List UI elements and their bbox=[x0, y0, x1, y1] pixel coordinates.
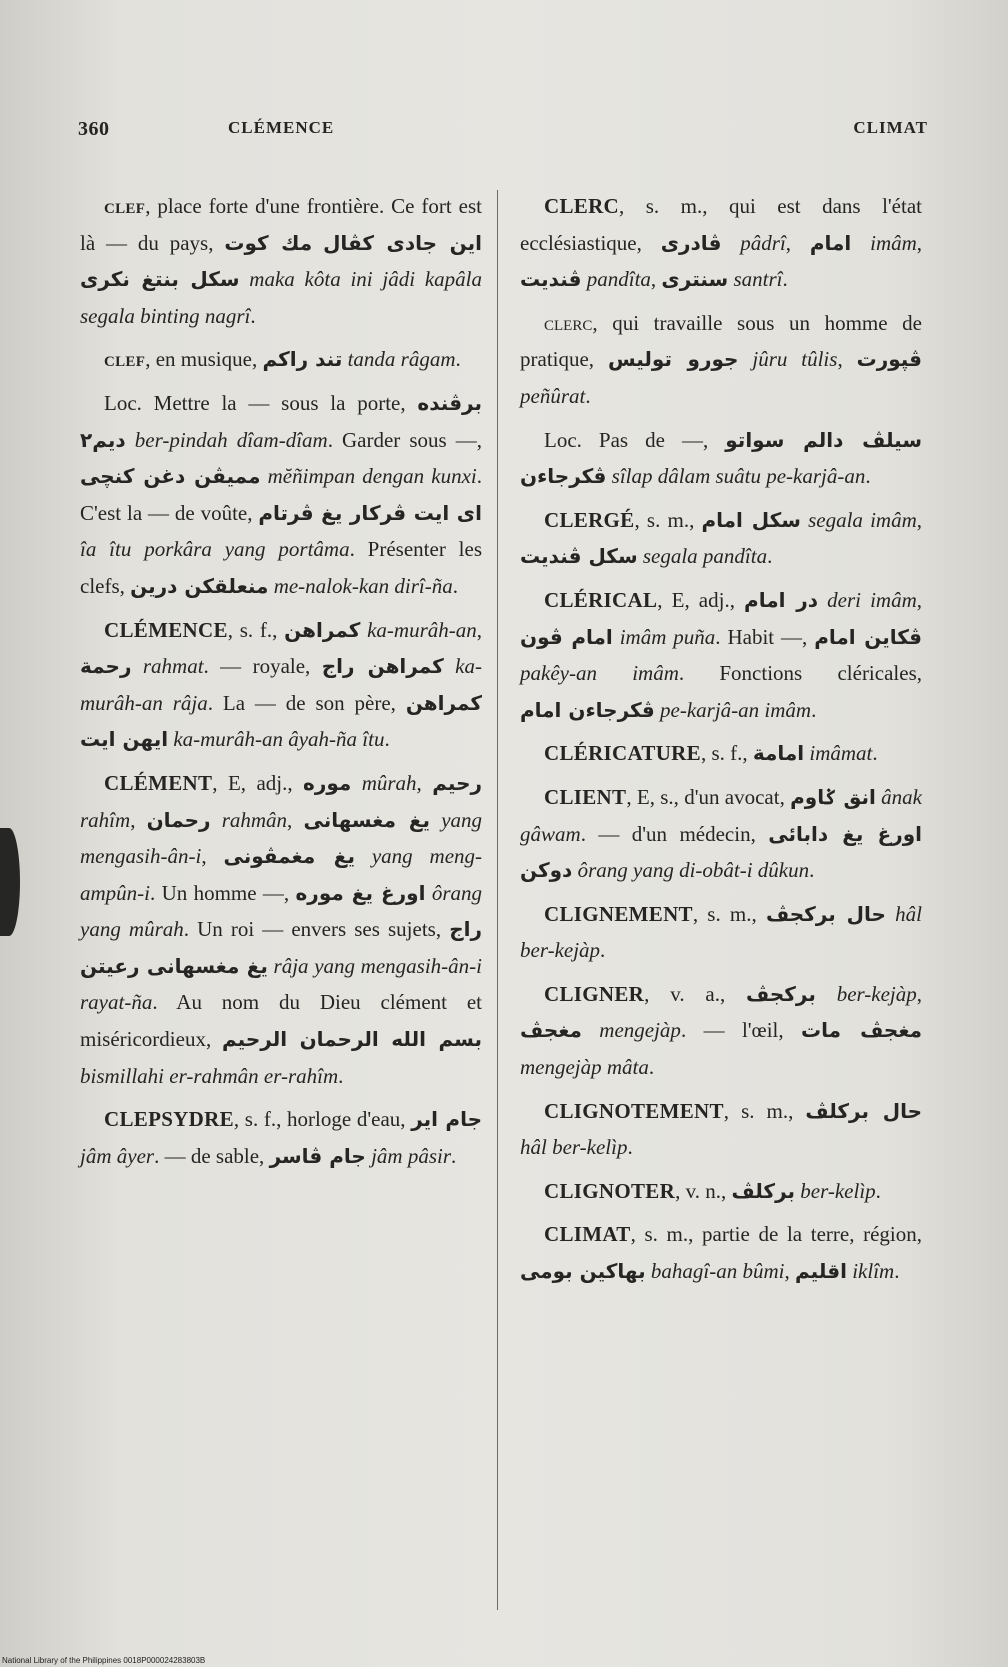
entry-text: , bbox=[916, 981, 922, 1006]
entry-text bbox=[444, 654, 455, 678]
headword: clerc bbox=[544, 310, 593, 335]
transliteration: mûrah bbox=[361, 770, 417, 795]
entry-text: , s. m., partie de la terre, région, bbox=[630, 1222, 922, 1247]
dictionary-entry bbox=[80, 188, 482, 334]
jawi-script: جام ڤاسر bbox=[269, 1143, 366, 1168]
entry-text: . bbox=[894, 1259, 900, 1284]
entry-text: . — d'un médecin, bbox=[580, 821, 769, 846]
jawi-script: راج يغ مغسهانى رعيتن bbox=[80, 917, 482, 978]
transliteration: segala pandîta bbox=[642, 544, 768, 569]
transliteration: râja yang mengasih-ân-i rayat-ña bbox=[80, 953, 482, 1015]
jawi-script: حال بركجڤ bbox=[765, 901, 886, 926]
entry-text: . Au nom du Dieu clément et miséricordieux, bbox=[80, 990, 482, 1052]
jawi-script: در امام bbox=[744, 587, 819, 612]
jawi-script: سيلڤ دالم سواتو ڤكرجاءن bbox=[520, 427, 922, 489]
transliteration: jâm pâsir bbox=[371, 1143, 452, 1168]
jawi-script: ڤنديت bbox=[520, 267, 582, 292]
ink-blot-scan-artifact bbox=[0, 828, 20, 936]
jawi-script: كمراهن bbox=[284, 617, 361, 642]
entry-text: , bbox=[916, 230, 923, 255]
transliteration: ka-murâh-an bbox=[367, 617, 477, 642]
dictionary-entry bbox=[520, 305, 922, 415]
left-column bbox=[80, 188, 482, 1181]
dictionary-entry bbox=[520, 976, 922, 1086]
transliteration: imâm puña bbox=[619, 624, 716, 649]
jawi-script: اين جادى كڤال سكل بنتغ نكرى bbox=[80, 230, 482, 292]
entry-text: . bbox=[600, 938, 606, 963]
entry-text: , s. f., horloge d'eau, bbox=[233, 1107, 412, 1132]
entry-text: . bbox=[451, 1143, 457, 1168]
entry-text: . bbox=[767, 544, 773, 569]
entry-text: . bbox=[648, 1055, 655, 1080]
transliteration: ka-murâh-an âyah-ña îtu bbox=[173, 727, 385, 752]
headword: CLIENT bbox=[544, 784, 627, 809]
entry-text bbox=[818, 588, 827, 612]
headword: CLÉMENT bbox=[104, 770, 213, 795]
transliteration: me-nalok-kan dirî-ña bbox=[273, 573, 453, 598]
transliteration: pâdrî bbox=[740, 230, 786, 255]
entry-text: . bbox=[455, 347, 461, 372]
jawi-script: مغجڤ bbox=[520, 1018, 582, 1043]
entry-text: . bbox=[809, 858, 815, 883]
jawi-script: برڤنده ديم٢ bbox=[80, 390, 482, 452]
dictionary-entry bbox=[520, 1173, 922, 1210]
entry-text bbox=[886, 902, 895, 926]
jawi-script: امام ڤون bbox=[520, 624, 613, 649]
transliteration: jâm âyer bbox=[80, 1143, 155, 1168]
right-guide-word: CLIMAT bbox=[853, 118, 928, 137]
entry-text: , v. n., bbox=[675, 1178, 732, 1203]
headword: CLÉMENCE bbox=[104, 617, 228, 642]
entry-text: . — de sable, bbox=[154, 1143, 270, 1168]
entry-text bbox=[430, 808, 441, 832]
entry-text: . — royale, bbox=[203, 654, 322, 679]
headword: CLERC bbox=[544, 194, 620, 218]
entry-text: , s. m., bbox=[692, 901, 766, 926]
jawi-script: رحمان bbox=[146, 807, 211, 832]
entry-text: , s. f., bbox=[227, 617, 285, 642]
entry-text: . C'est la — de voûte, bbox=[80, 464, 482, 525]
dictionary-entry bbox=[520, 779, 922, 889]
transliteration: rahîm bbox=[80, 807, 131, 832]
right-column bbox=[520, 188, 922, 1297]
transliteration: yang meng-ampûn-i bbox=[80, 844, 483, 905]
entry-text: , E, adj., bbox=[657, 587, 745, 612]
jawi-script: جام اير bbox=[411, 1107, 482, 1132]
jawi-script: بهاكين بومى bbox=[520, 1259, 646, 1284]
transliteration: iklîm bbox=[852, 1259, 895, 1284]
transliteration: tanda râgam bbox=[347, 347, 456, 372]
transliteration: pandîta bbox=[586, 267, 651, 292]
transliteration: mĕñimpan dengan kunxi bbox=[267, 464, 477, 489]
jawi-script: اقليم bbox=[794, 1259, 847, 1284]
dictionary-entry bbox=[520, 502, 922, 575]
entry-text: . bbox=[782, 267, 788, 292]
transliteration: santrî bbox=[733, 267, 783, 292]
entry-text: . bbox=[384, 727, 390, 752]
headword: CLÉRICATURE bbox=[544, 741, 701, 766]
entry-text bbox=[851, 231, 870, 255]
entry-text: . Un homme —, bbox=[150, 880, 296, 905]
entry-text: . La — de son père, bbox=[207, 690, 406, 715]
entry-text: , bbox=[916, 507, 922, 532]
entry-text bbox=[613, 625, 620, 649]
transliteration: ôrang yang di-obât-i dûkun bbox=[577, 858, 810, 883]
transliteration: sîlap dâlam suâtu pe-karjâ-an bbox=[611, 464, 866, 489]
headword: CLIGNEMENT bbox=[544, 901, 693, 926]
entry-text: , s. m., bbox=[634, 507, 702, 532]
entry-text: . Fonctions cléricales, bbox=[678, 661, 922, 686]
entry-text bbox=[816, 982, 837, 1006]
entry-text: . bbox=[452, 573, 458, 598]
jawi-script: اورغ يغ موره bbox=[295, 880, 426, 905]
entry-text bbox=[312, 231, 323, 255]
entry-text bbox=[260, 464, 267, 488]
transliteration: ôrang yang mûrah bbox=[80, 880, 483, 942]
dictionary-entry bbox=[80, 1101, 482, 1174]
transliteration: rahmat bbox=[142, 654, 204, 679]
headword: clef bbox=[104, 194, 146, 218]
transliteration: ber-kejàp bbox=[836, 981, 917, 1006]
entry-text: , E, adj., bbox=[212, 770, 304, 795]
transliteration: mengejàp mâta bbox=[520, 1055, 649, 1080]
transliteration: ânak gâwam bbox=[520, 784, 922, 846]
dictionary-entry bbox=[520, 582, 922, 728]
entry-text: , en musique, bbox=[145, 347, 263, 372]
entry-text: . bbox=[585, 383, 591, 408]
jawi-script: ڤپورت bbox=[856, 347, 923, 372]
jawi-script: رحيم bbox=[432, 770, 482, 795]
entry-text: . bbox=[250, 303, 256, 328]
entry-text: . bbox=[865, 464, 871, 489]
transliteration: ka-murâh-an râja bbox=[80, 654, 482, 715]
transliteration: imâmat bbox=[809, 741, 873, 766]
entry-text: , s. m., bbox=[723, 1098, 806, 1123]
entry-text: , bbox=[785, 230, 810, 255]
dictionary-entry bbox=[520, 1216, 922, 1289]
entry-text: , bbox=[837, 347, 857, 372]
dictionary-entry bbox=[520, 188, 922, 298]
headword: CLERGÉ bbox=[544, 507, 635, 532]
entry-text: . bbox=[627, 1135, 633, 1160]
jawi-script: ڤكاين امام bbox=[814, 624, 923, 649]
transliteration: jûru tûlis bbox=[752, 347, 838, 372]
entry-text: . — l'œil, bbox=[680, 1018, 802, 1043]
headword: clef bbox=[104, 347, 146, 372]
jawi-script: رحمة bbox=[80, 654, 132, 679]
entry-text bbox=[721, 231, 740, 255]
dictionary-entry bbox=[80, 765, 482, 1094]
transliteration: yang mengasih-ân-i bbox=[80, 807, 483, 869]
transliteration: ber-pindah dîam-dîam bbox=[134, 427, 328, 452]
jawi-script: جورو توليس bbox=[607, 347, 739, 372]
jawi-script: سنترى bbox=[661, 267, 729, 292]
transliteration: ber-kelìp bbox=[800, 1178, 876, 1203]
jawi-script: ڤادرى bbox=[660, 230, 722, 255]
dictionary-entry bbox=[80, 612, 482, 758]
transliteration: bismillahi er-rahmân er-rahîm bbox=[80, 1063, 339, 1088]
entry-text: , bbox=[416, 770, 433, 795]
transliteration: deri imâm bbox=[827, 587, 917, 612]
entry-text: . Habit —, bbox=[715, 624, 815, 649]
dictionary-entry bbox=[520, 896, 922, 969]
transliteration: mengejàp bbox=[599, 1018, 681, 1043]
entry-text: . Un roi — envers ses sujets, bbox=[183, 917, 450, 942]
jawi-script: سكل ڤنديت bbox=[520, 544, 638, 569]
page-number: 360 bbox=[78, 118, 110, 140]
transliteration: segala imâm bbox=[808, 507, 917, 532]
entry-text: , s. f., bbox=[700, 741, 753, 766]
entry-text: . bbox=[872, 741, 878, 766]
entry-text: , bbox=[287, 807, 304, 832]
left-guide-word: CLÉMENCE bbox=[228, 118, 335, 137]
transliteration: hâl ber-kelìp bbox=[520, 1135, 628, 1160]
headword: CLIGNER bbox=[544, 981, 645, 1006]
entry-text bbox=[738, 347, 752, 371]
jawi-script: مميڤن دغن كنچى bbox=[80, 464, 261, 489]
dictionary-entry bbox=[520, 1093, 922, 1166]
entry-text: , bbox=[650, 267, 662, 292]
dictionary-entry bbox=[80, 341, 482, 378]
entry-text: . bbox=[338, 1063, 344, 1088]
entry-text: , bbox=[476, 617, 483, 642]
jawi-script: كمراهن راج bbox=[321, 654, 444, 679]
jawi-script: منعلقكن درين bbox=[130, 573, 269, 598]
headword: CLIMAT bbox=[544, 1222, 631, 1247]
entry-text bbox=[351, 771, 361, 795]
headword: CLIGNOTER bbox=[544, 1178, 676, 1203]
entry-text: , qui travaille sous un homme de pratique, bbox=[520, 310, 922, 372]
scan-footer: National Library of the Philippines 0018P000024283803B bbox=[2, 1656, 206, 1665]
headword: CLIGNOTEMENT bbox=[544, 1098, 724, 1123]
jawi-script: تند راكم bbox=[262, 347, 343, 372]
entry-text: , v. a., bbox=[644, 981, 747, 1006]
jawi-script: بسم الله الرحمان الرحيم bbox=[222, 1027, 482, 1052]
transliteration: imâm bbox=[870, 230, 917, 255]
transliteration: pakêy-an imâm bbox=[520, 661, 679, 686]
entry-text: . bbox=[875, 1178, 881, 1203]
entry-text: . bbox=[811, 697, 817, 722]
transliteration: peñûrat bbox=[520, 383, 586, 408]
entry-text: , E, s., d'un avocat, bbox=[626, 784, 791, 809]
entry-text: . Présenter les clefs, bbox=[80, 537, 482, 598]
jawi-script: امامة bbox=[752, 741, 805, 766]
entry-text bbox=[131, 654, 142, 678]
headword: CLÉRICAL bbox=[544, 587, 658, 612]
dictionary-entry bbox=[520, 422, 922, 495]
entry-text bbox=[240, 267, 250, 291]
jawi-script: كمراهن ايهن ايت bbox=[80, 690, 483, 752]
transliteration: rahmân bbox=[221, 807, 288, 832]
headword: CLEPSYDRE bbox=[104, 1107, 234, 1132]
entry-text: . Garder sous —, bbox=[327, 427, 483, 452]
entry-text: Loc. Pas de —, bbox=[544, 427, 726, 452]
jawi-script: يغ مغسهانى bbox=[303, 807, 431, 832]
entry-text: , bbox=[130, 807, 147, 832]
jawi-script: امام bbox=[809, 230, 852, 255]
dictionary-entry bbox=[80, 385, 482, 605]
entry-text: , bbox=[201, 844, 224, 869]
jawi-script: حال بركلڤ bbox=[805, 1098, 922, 1123]
transliteration: bahagî-an bûmi bbox=[650, 1259, 785, 1284]
transliteration: îa îtu porkâra yang portâma bbox=[80, 537, 350, 562]
entry-text bbox=[126, 428, 135, 452]
jawi-script: بركجڤ bbox=[746, 981, 816, 1006]
entry-text bbox=[355, 844, 372, 868]
jawi-script: مغجڤ مات bbox=[801, 1018, 922, 1043]
transliteration: pe-karjâ-an imâm bbox=[660, 697, 812, 722]
running-head bbox=[78, 118, 928, 148]
jawi-script: يغ مغمڤونى bbox=[223, 844, 355, 869]
jawi-script: موره bbox=[303, 770, 352, 795]
entry-text: , s. m., qui est dans l'état ecclésiastique, bbox=[520, 194, 922, 255]
entry-text bbox=[211, 808, 222, 832]
jawi-script: بركلڤ bbox=[731, 1178, 796, 1203]
entry-text: , place forte d'une frontière. Ce fort est là — du pays, bbox=[80, 194, 482, 255]
entry-text: , bbox=[784, 1259, 795, 1284]
jawi-script: اورغ يغ دابائى دوكن bbox=[520, 821, 922, 883]
jawi-script: ڤكرجاءن امام bbox=[520, 697, 655, 722]
transliteration: hâl ber-kejàp bbox=[520, 901, 922, 963]
jawi-script: انق ݢاوم bbox=[790, 784, 876, 809]
entry-text: Loc. Mettre la — sous la porte, bbox=[104, 390, 418, 415]
jawi-script: اى ايت ڤركار يغ ڤرتام bbox=[258, 500, 482, 525]
transliteration: maka kôta ini jâdi kapâla segala binting nagrî bbox=[80, 267, 482, 328]
jawi-script: سكل امام bbox=[701, 507, 801, 532]
entry-text bbox=[582, 1018, 599, 1042]
column-divider bbox=[497, 190, 498, 1610]
entry-text: , bbox=[916, 587, 922, 612]
dictionary-entry bbox=[520, 735, 922, 772]
jawi-script: مك كوت bbox=[224, 230, 313, 255]
